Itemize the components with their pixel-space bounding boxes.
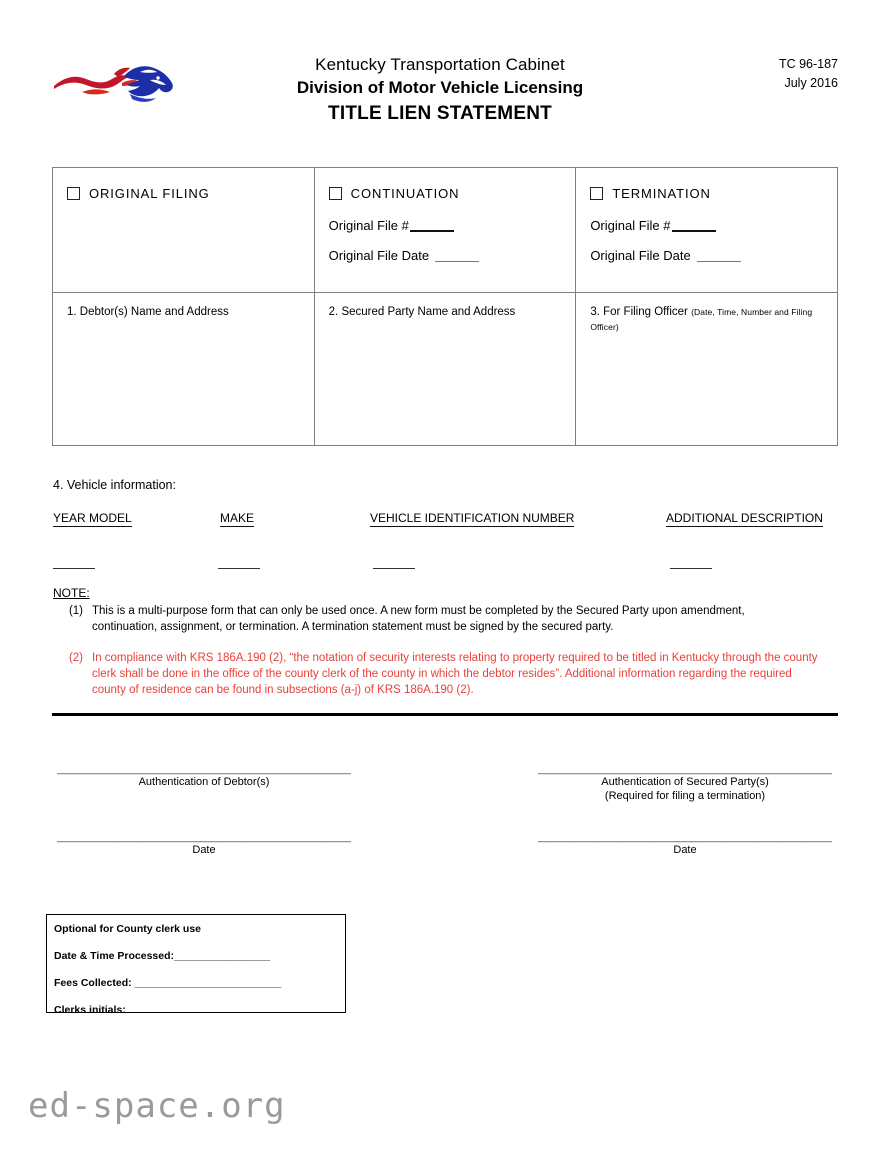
clerk-date-time-label: Date & Time Processed: bbox=[54, 950, 175, 962]
termination-file-number-input[interactable] bbox=[672, 230, 716, 232]
vehicle-input-make[interactable] bbox=[218, 568, 260, 569]
watermark: ed-space.org bbox=[28, 1086, 286, 1126]
checkbox-row-original-filing[interactable] bbox=[67, 186, 300, 201]
signature-block-secured-party[interactable] bbox=[530, 763, 840, 803]
vehicle-input-vin[interactable] bbox=[373, 568, 415, 569]
note-item-1 bbox=[53, 603, 793, 635]
clerk-initials-label: Clerks initials: bbox=[54, 1004, 126, 1016]
continuation-file-number-input[interactable] bbox=[410, 230, 454, 232]
checkbox-label-termination: TERMINATION bbox=[612, 186, 711, 201]
vehicle-input-additional-description[interactable] bbox=[670, 568, 712, 569]
signature-rule-secured-party: ________________________________________________ bbox=[538, 763, 832, 775]
filing-type-cell-original bbox=[53, 168, 315, 293]
filing-officer-cell[interactable] bbox=[576, 293, 838, 446]
checkbox-original-filing-icon[interactable] bbox=[67, 187, 80, 200]
checkbox-row-continuation[interactable] bbox=[329, 186, 562, 201]
division-name: Division of Motor Vehicle Licensing bbox=[296, 78, 584, 97]
vehicle-column-additional-description: ADDITIONAL DESCRIPTION bbox=[666, 511, 823, 525]
continuation-file-date-field[interactable] bbox=[329, 248, 562, 263]
party-info-row bbox=[53, 293, 838, 446]
termination-file-number-field[interactable] bbox=[590, 218, 823, 233]
continuation-file-number-field[interactable] bbox=[329, 218, 562, 233]
termination-file-number-label: Original File # bbox=[590, 218, 671, 233]
debtor-name-address-cell[interactable] bbox=[53, 293, 315, 446]
clerk-initials-row[interactable] bbox=[54, 1004, 345, 1017]
filing-type-cell-termination bbox=[576, 168, 838, 293]
signature-block-date-debtor[interactable] bbox=[50, 831, 358, 857]
checkbox-termination-icon[interactable] bbox=[590, 187, 603, 200]
secured-party-name-address-cell[interactable] bbox=[314, 293, 576, 446]
form-meta bbox=[779, 55, 838, 93]
agency-name: Kentucky Transportation Cabinet bbox=[315, 55, 565, 74]
form-number: TC 96-187 bbox=[778, 57, 838, 71]
vehicle-information-heading: 4. Vehicle information: bbox=[53, 478, 176, 492]
note-item-2-number: (2) bbox=[68, 652, 83, 664]
checkbox-continuation-icon[interactable] bbox=[329, 187, 342, 200]
signature-rule-date-secured-party: ________________________________________________ bbox=[538, 831, 832, 843]
termination-file-date-input[interactable] bbox=[697, 261, 741, 262]
filing-officer-sublabel: (Date, Time, Number and Filing Officer) bbox=[590, 307, 813, 332]
vehicle-column-vin: VEHICLE IDENTIFICATION NUMBER bbox=[370, 511, 575, 525]
clerk-box-title: Optional for County clerk use bbox=[54, 923, 202, 935]
clerk-fees-input[interactable]: __________________________ bbox=[134, 977, 282, 989]
note-item-2-text: In compliance with KRS 186A.190 (2), “the notation of security interests relating to property required to be titled in Kentucky through the county clerk shall be done in the office of the county clerk of the county in which the debtor resides”. Additional information regarding the required county of residence can be found in subsections (a-j) of KRS 186A.190 (2). bbox=[92, 652, 818, 696]
continuation-file-number-label: Original File # bbox=[328, 218, 409, 233]
checkbox-row-termination[interactable] bbox=[590, 186, 823, 201]
signature-rule-debtor: ________________________________________________ bbox=[57, 763, 351, 775]
section-divider bbox=[52, 713, 838, 716]
page-title: TITLE LIEN STATEMENT bbox=[328, 103, 552, 124]
signature-block-date-secured-party[interactable] bbox=[530, 831, 840, 857]
clerk-fees-row[interactable] bbox=[54, 977, 345, 990]
continuation-file-date-label: Original File Date bbox=[328, 248, 430, 263]
signature-block-debtor[interactable] bbox=[50, 763, 358, 789]
checkbox-label-original-filing: ORIGINAL FILING bbox=[89, 186, 210, 201]
filing-table bbox=[52, 167, 838, 446]
signature-label-secured-party: Authentication of Secured Party(s) bbox=[601, 776, 769, 788]
signature-label-debtor: Authentication of Debtor(s) bbox=[138, 776, 270, 788]
debtor-name-address-label: 1. Debtor(s) Name and Address bbox=[67, 306, 229, 318]
signature-label-date-secured-party: Date bbox=[673, 844, 697, 856]
clerk-date-time-input[interactable]: _________________ bbox=[174, 950, 270, 962]
signature-label-date-debtor: Date bbox=[192, 844, 216, 856]
note-label: NOTE: bbox=[53, 586, 90, 600]
vehicle-column-make: MAKE bbox=[220, 511, 255, 525]
termination-file-date-label: Original File Date bbox=[590, 248, 691, 263]
header-titles bbox=[190, 53, 690, 127]
clerk-fees-label: Fees Collected: bbox=[54, 977, 132, 989]
filing-type-cell-continuation bbox=[314, 168, 576, 293]
continuation-file-date-input[interactable] bbox=[435, 261, 479, 262]
note-item-2 bbox=[53, 650, 828, 698]
secured-party-name-address-label: 2. Secured Party Name and Address bbox=[328, 306, 516, 318]
clerk-date-time-row[interactable] bbox=[54, 950, 345, 963]
filing-type-row bbox=[53, 168, 838, 293]
signature-rule-date-debtor: ________________________________________________ bbox=[57, 831, 351, 843]
vehicle-column-year-model: YEAR MODEL bbox=[53, 511, 132, 525]
checkbox-label-continuation: CONTINUATION bbox=[350, 186, 460, 201]
note-item-1-number: (1) bbox=[68, 605, 83, 617]
note-item-1-text: This is a multi-purpose form that can only be used once. A new form must be completed by the Secured Party upon amendment, continuation, assignment, or termination. A termination statement must be signed by the secured party. bbox=[92, 605, 745, 633]
form-revision-date: July 2016 bbox=[784, 76, 838, 90]
vehicle-column-headers bbox=[0, 511, 892, 531]
filing-officer-label: 3. For Filing Officer bbox=[590, 306, 688, 318]
termination-file-date-field[interactable] bbox=[590, 248, 823, 263]
document-header bbox=[0, 48, 892, 138]
kentucky-horse-logo-icon bbox=[52, 58, 178, 110]
county-clerk-box bbox=[46, 914, 346, 1016]
signature-sublabel-secured-party: (Required for filing a termination) bbox=[604, 790, 766, 802]
vehicle-input-year-model[interactable] bbox=[53, 568, 95, 569]
